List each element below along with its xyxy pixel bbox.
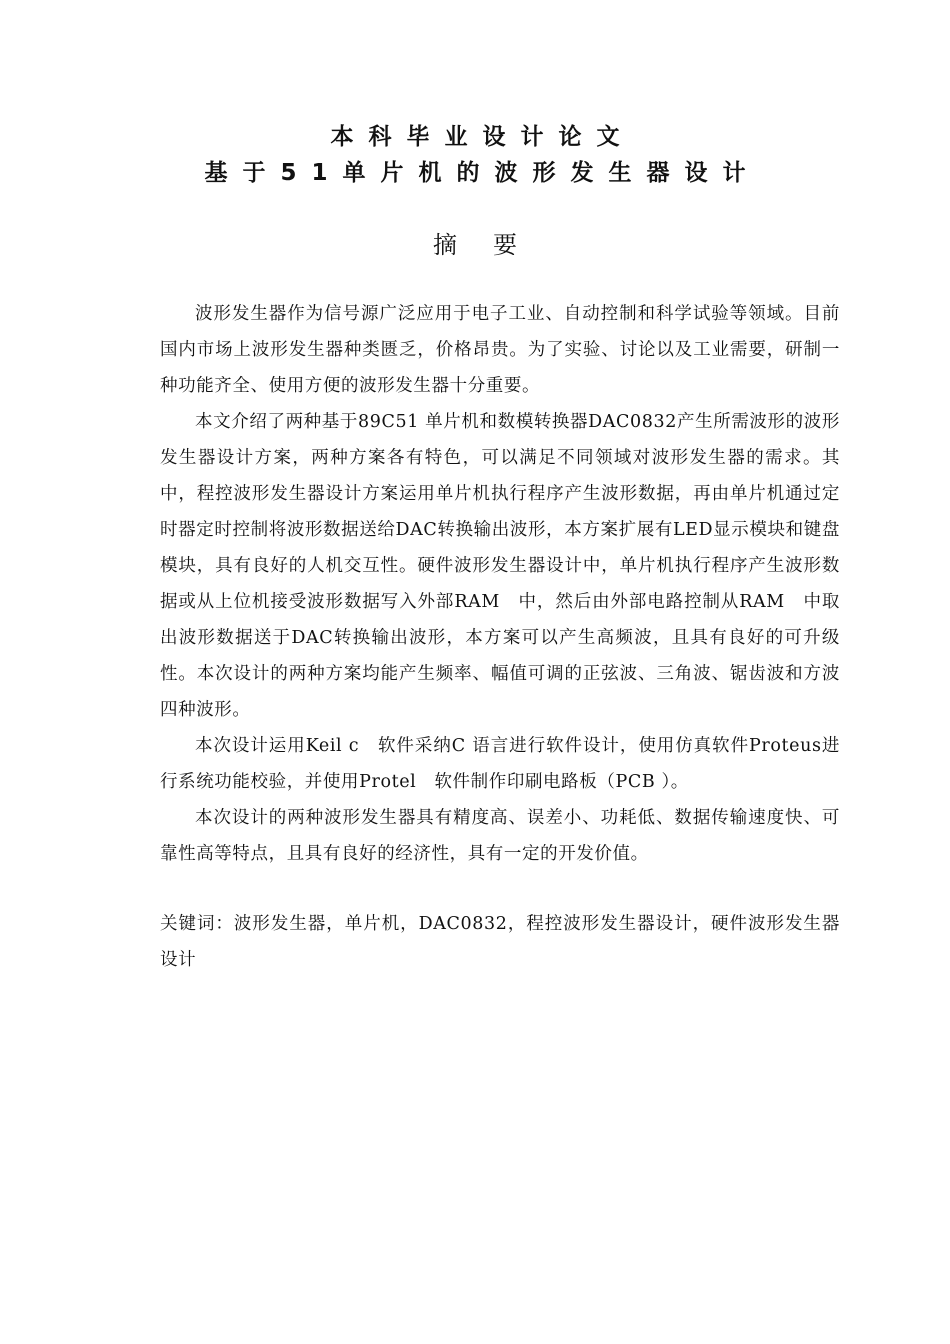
thesis-title: 基于51单片机的波形发生器设计 xyxy=(204,160,761,186)
thesis-type-title: 本科毕业设计论文 xyxy=(330,124,635,150)
abstract-paragraph-4: 本次设计的两种波形发生器具有精度高、误差小、功耗低、数据传输速度快、可靠性高等特点，且具有良好的经济性，具有一定的开发价值。 xyxy=(160,808,840,864)
keywords-label: 关键词： xyxy=(160,914,234,934)
abstract-body xyxy=(160,296,840,872)
keywords-text: 波形发生器，单片机，DAC0832，程控波形发生器设计，硬件波形发生器设计 xyxy=(160,914,840,970)
abstract-heading: 摘要 xyxy=(433,231,553,259)
abstract-paragraph-2: 本文介绍了两种基于89C51 单片机和数模转换器DAC0832产生所需波形的波形发生器设计方案，两种方案各有特色，可以满足不同领域对波形发生器的需求。其中，程控波形发生器设计方案运用单片机执行程序产生波形数据，再由单片机通过定时器定时控制将波形数据送给DAC转换输出波形，本方案扩展有LED显示模块和键盘模块，具有良好的人机交互性。硬件波形发生器设计中，单片机执行程序产生波形数据或从上位机接受波形数据写入外部RAM 中，然后由外部电路控制从RAM 中取出波形数据送于DAC转换输出波形，本方案可以产生高频波，且具有良好的可升级性。本次设计的两种方案均能产生频率、幅值可调的正弦波、三角波、锯齿波和方波四种波形。 xyxy=(160,412,840,720)
abstract-paragraph-3: 本次设计运用Keil c 软件采纳C 语言进行软件设计，使用仿真软件Proteus进行系统功能校验，并使用Protel 软件制作印刷电路板（PCB ）。 xyxy=(160,736,840,792)
abstract-paragraph-1: 波形发生器作为信号源广泛应用于电子工业、自动控制和科学试验等领域。目前国内市场上波形发生器种类匮乏，价格昂贵。为了实验、讨论以及工业需要，研制一种功能齐全、使用方便的波形发生器十分重要。 xyxy=(160,304,840,396)
keywords-block xyxy=(160,906,840,978)
